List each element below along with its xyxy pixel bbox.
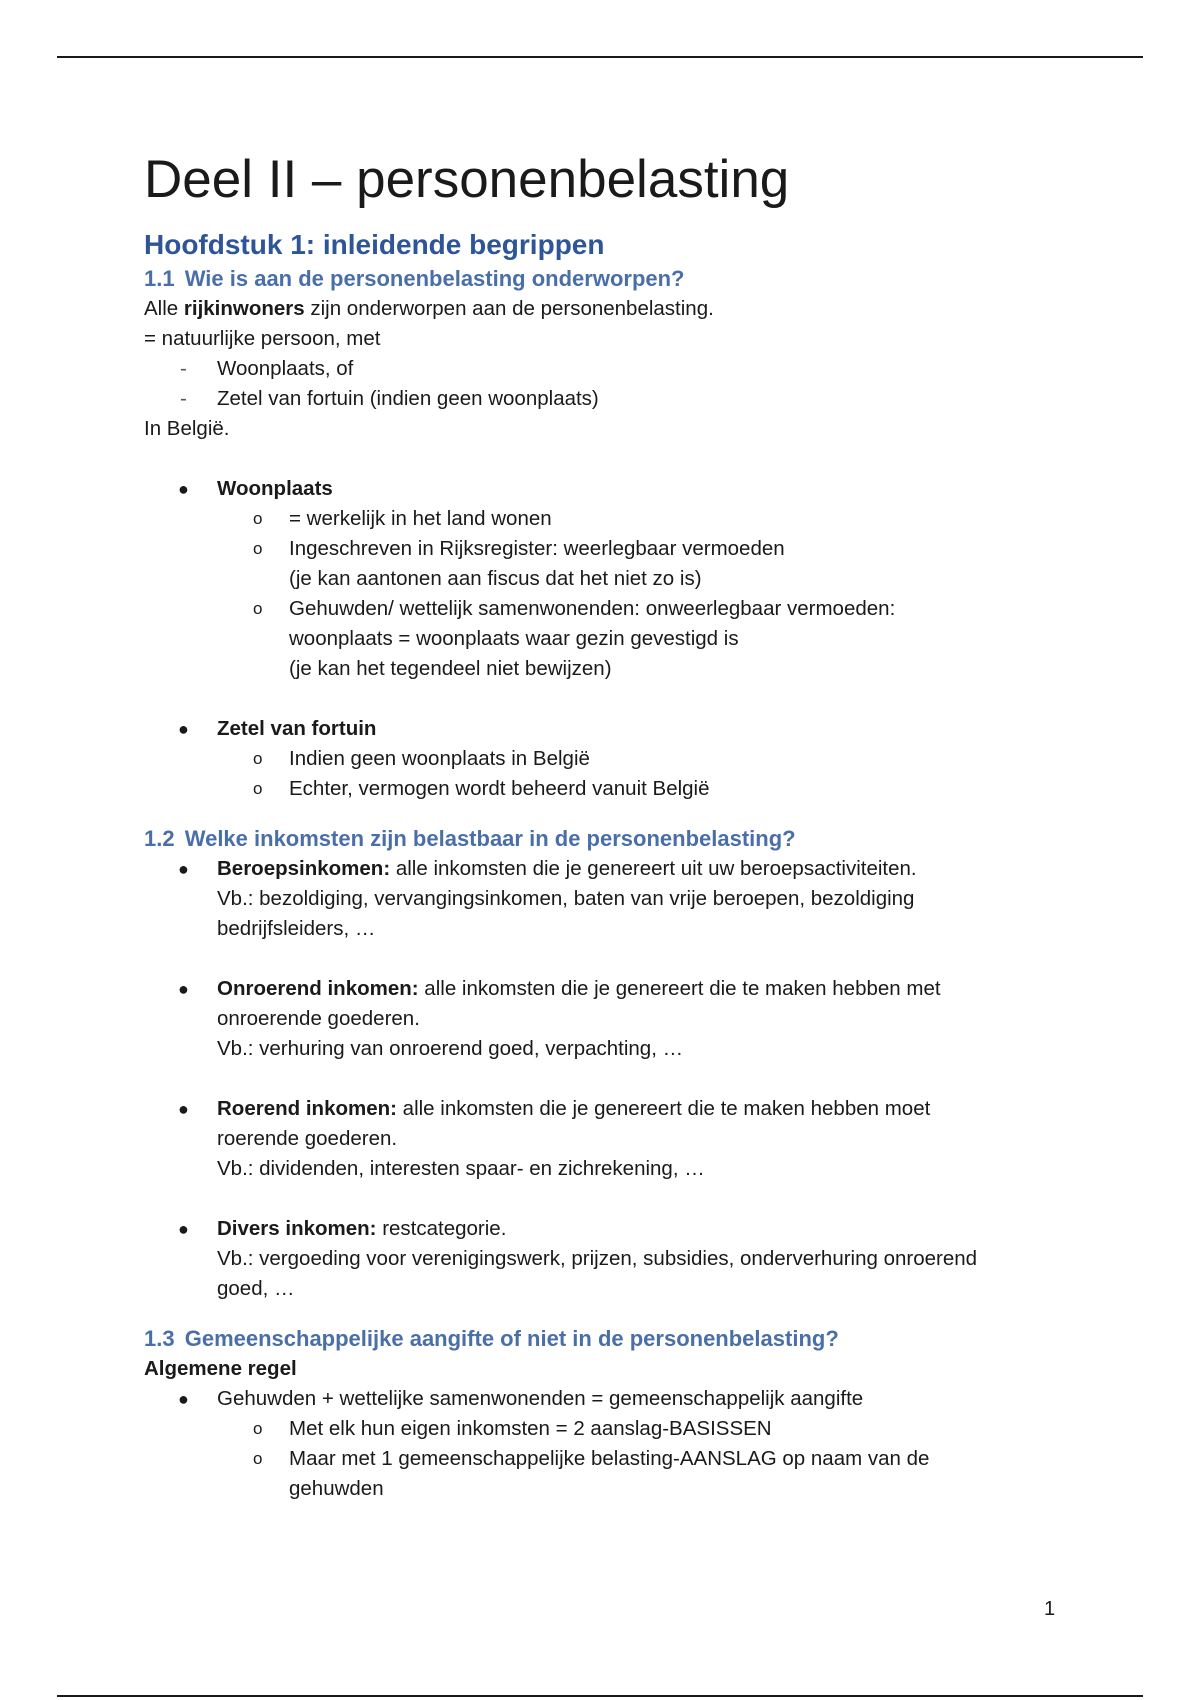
circle-bullet-icon: o [253, 1419, 263, 1438]
page-content [144, 148, 1064, 1504]
list-item [144, 714, 1064, 744]
circle-bullet-icon: o [253, 539, 263, 558]
section-1-2-heading [144, 824, 1064, 854]
sub-list [144, 1414, 1064, 1504]
text: alle inkomsten die je genereert die te maken hebben met [418, 977, 941, 1000]
bullet-icon: ● [178, 1219, 189, 1239]
bullet-icon: ● [178, 859, 189, 879]
section-title: Welke inkomsten zijn belastbaar in de personenbelasting? [184, 826, 796, 851]
circle-bullet-icon: o [253, 1449, 263, 1468]
text: onroerende goederen. [217, 1007, 420, 1030]
section-1-3-heading [144, 1324, 1064, 1354]
sub-list [144, 744, 1064, 804]
item-text: Ingeschreven in Rijksregister: weerlegbaar vermoeden [289, 537, 785, 560]
bullet-list [144, 714, 1064, 744]
bold-term: Roerend inkomen: [217, 1097, 397, 1120]
text: alle inkomsten die je genereert uit uw beroepsactiviteiten. [390, 857, 917, 880]
section-title: Wie is aan de personenbelasting onderworpen? [184, 266, 685, 291]
bold-term: Woonplaats [217, 477, 333, 500]
text: restcategorie. [376, 1217, 507, 1240]
list-item: - Zetel van fortuin (indien geen woonplaats) [144, 384, 1064, 414]
item-text: Indien geen woonplaats in België [289, 747, 590, 770]
text: alle inkomsten die je genereert die te maken hebben moet [396, 1097, 931, 1120]
bold-term: Beroepsinkomen: [217, 857, 391, 880]
list-item [144, 474, 1064, 504]
bullet-list [144, 474, 1064, 504]
text: Vb.: vergoeding voor verenigingswerk, prijzen, subsidies, onderverhuring onroerend [217, 1247, 978, 1270]
item-text: Gehuwden/ wettelijk samenwonenden: onweerlegbaar vermoeden: [289, 597, 896, 620]
bottom-rule [57, 1695, 1143, 1697]
circle-bullet-icon: o [253, 599, 263, 618]
list-item [144, 1094, 1064, 1184]
section-number: 1.3 [144, 1326, 175, 1351]
bold-term: Onroerend inkomen: [217, 977, 419, 1000]
item-text: (je kan aantonen aan fiscus dat het niet zo is) [289, 567, 702, 590]
income-list [144, 854, 1064, 944]
text: zijn onderworpen aan de personenbelasting. [304, 297, 714, 320]
bullet-icon: ● [178, 719, 189, 739]
bold-term: Divers inkomen: [217, 1217, 377, 1240]
text: Gehuwden + wettelijke samenwonenden = gemeenschappelijk aangifte [217, 1387, 864, 1410]
bold-term: Zetel van fortuin [217, 717, 377, 740]
item-text: Echter, vermogen wordt beheerd vanuit België [289, 777, 710, 800]
item-text: woonplaats = woonplaats waar gezin gevestigd is [289, 627, 739, 650]
dash-list [144, 354, 1064, 414]
item-text: = werkelijk in het land wonen [289, 507, 552, 530]
item-text: gehuwden [289, 1477, 384, 1500]
bullet-icon: ● [178, 1099, 189, 1119]
chapter-heading: Hoofdstuk 1: inleidende begrippen [144, 229, 605, 260]
list-item: - Woonplaats, of [144, 354, 1064, 384]
section-title: Gemeenschappelijke aangifte of niet in de personenbelasting? [184, 1326, 839, 1351]
list-item [144, 534, 1064, 594]
section-1-1-heading [144, 264, 1064, 294]
bold-term: rijkinwoners [183, 297, 305, 320]
list-item [144, 1414, 1064, 1444]
list-item [144, 504, 1064, 534]
list-item [144, 974, 1064, 1064]
top-rule [57, 56, 1143, 58]
text: Vb.: bezoldiging, vervangingsinkomen, baten van vrije beroepen, bezoldiging [217, 887, 915, 910]
paragraph [144, 1354, 1064, 1384]
list-item [144, 1384, 1064, 1414]
list-item [144, 1444, 1064, 1504]
text: Vb.: dividenden, interesten spaar- en zichrekening, … [217, 1157, 705, 1180]
item-text: (je kan het tegendeel niet bewijzen) [289, 657, 612, 680]
paragraph [144, 294, 1064, 324]
text: roerende goederen. [217, 1127, 398, 1150]
item-text: Maar met 1 gemeenschappelijke belasting-AANSLAG op naam van de [289, 1447, 930, 1470]
bullet-icon: ● [178, 1389, 189, 1409]
income-list [144, 974, 1064, 1064]
circle-bullet-icon: o [253, 779, 263, 798]
list-item [144, 594, 1064, 684]
paragraph: = natuurlijke persoon, met [144, 327, 381, 350]
list-item [144, 854, 1064, 944]
page-number: 1 [1044, 1598, 1056, 1620]
income-list [144, 1214, 1064, 1304]
item-text: Met elk hun eigen inkomsten = 2 aanslag-BASISSEN [289, 1417, 772, 1440]
bold-term: Algemene regel [144, 1357, 297, 1380]
list-item [144, 744, 1064, 774]
circle-bullet-icon: o [253, 509, 263, 528]
bullet-list [144, 1384, 1064, 1414]
bullet-icon: ● [178, 479, 189, 499]
list-item [144, 1214, 1064, 1304]
section-number: 1.1 [144, 266, 175, 291]
list-item [144, 774, 1064, 804]
sub-list [144, 504, 1064, 684]
text: Vb.: verhuring van onroerend goed, verpachting, … [217, 1037, 684, 1060]
section-number: 1.2 [144, 826, 175, 851]
text: bedrijfsleiders, … [217, 917, 376, 940]
bullet-icon: ● [178, 979, 189, 999]
text: Alle [144, 297, 184, 320]
document-title: Deel II – personenbelasting [144, 150, 790, 209]
income-list [144, 1094, 1064, 1184]
text: goed, … [217, 1277, 295, 1300]
circle-bullet-icon: o [253, 749, 263, 768]
paragraph: In België. [144, 417, 230, 440]
